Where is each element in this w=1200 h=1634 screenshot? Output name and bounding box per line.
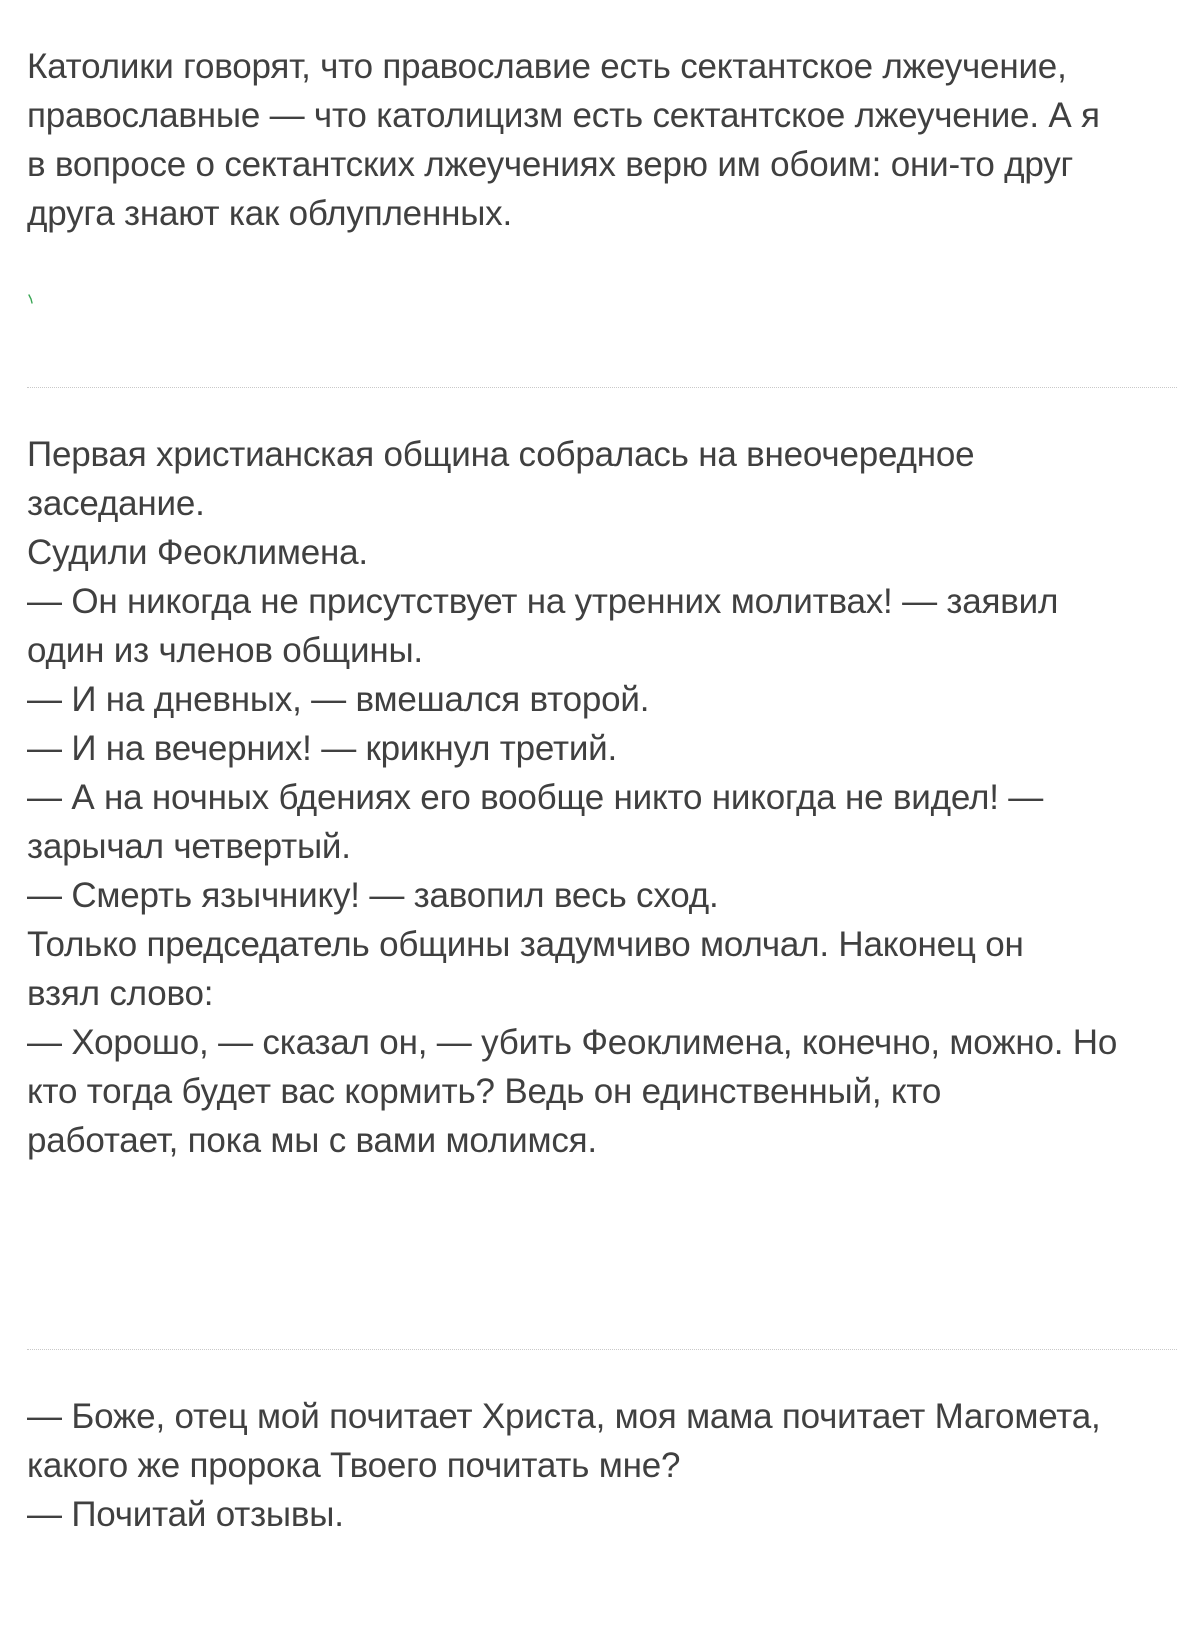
text-line: Католики говорят, что православие есть сектантское лжеучение, xyxy=(27,47,1067,86)
text-line: — А на ночных бдениях его вообще никто никогда не видел! — xyxy=(27,778,1044,817)
text-line: — Почитай отзывы. xyxy=(27,1495,344,1534)
text-line: взял слово: xyxy=(27,974,214,1013)
dotted-divider xyxy=(27,1349,1177,1350)
text-line: кто тогда будет вас кормить? Ведь он единственный, кто xyxy=(27,1072,942,1111)
text-line: в вопросе о сектантских лжеучениях верю им обоим: они-то друг xyxy=(27,145,1074,184)
text-line: — Смерть язычнику! — завопил весь сход. xyxy=(27,876,719,915)
joke-3-text xyxy=(27,1392,1177,1539)
text-line: православные — что католицизм есть сектантское лжеучение. А я xyxy=(27,96,1100,135)
text-line: — И на вечерних! — крикнул третий. xyxy=(27,729,618,768)
text-line: друга знают как облупленных. xyxy=(27,194,512,233)
green-tick-icon xyxy=(28,294,34,304)
text-line: — И на дневных, — вмешался второй. xyxy=(27,680,650,719)
text-line: Только председатель общины задумчиво молчал. Наконец он xyxy=(27,925,1024,964)
text-line: какого же пророка Твоего почитать мне? xyxy=(27,1446,681,1485)
text-line: зарычал четвертый. xyxy=(27,827,351,866)
text-line: работает, пока мы с вами молимся. xyxy=(27,1121,597,1160)
text-line: один из членов общины. xyxy=(27,631,423,670)
text-line: — Боже, отец мой почитает Христа, моя мама почитает Магомета, xyxy=(27,1397,1101,1436)
text-line: Первая христианская община собралась на внеочередное xyxy=(27,435,975,474)
dotted-divider xyxy=(27,387,1177,388)
joke-1-text xyxy=(27,42,1177,238)
joke-2-text xyxy=(27,430,1177,1165)
text-line: Судили Феоклимена. xyxy=(27,533,368,572)
text-line: — Он никогда не присутствует на утренних молитвах! — заявил xyxy=(27,582,1059,621)
text-line: — Хорошо, — сказал он, — убить Феоклимена, конечно, можно. Но xyxy=(27,1023,1118,1062)
text-line: заседание. xyxy=(27,484,205,523)
